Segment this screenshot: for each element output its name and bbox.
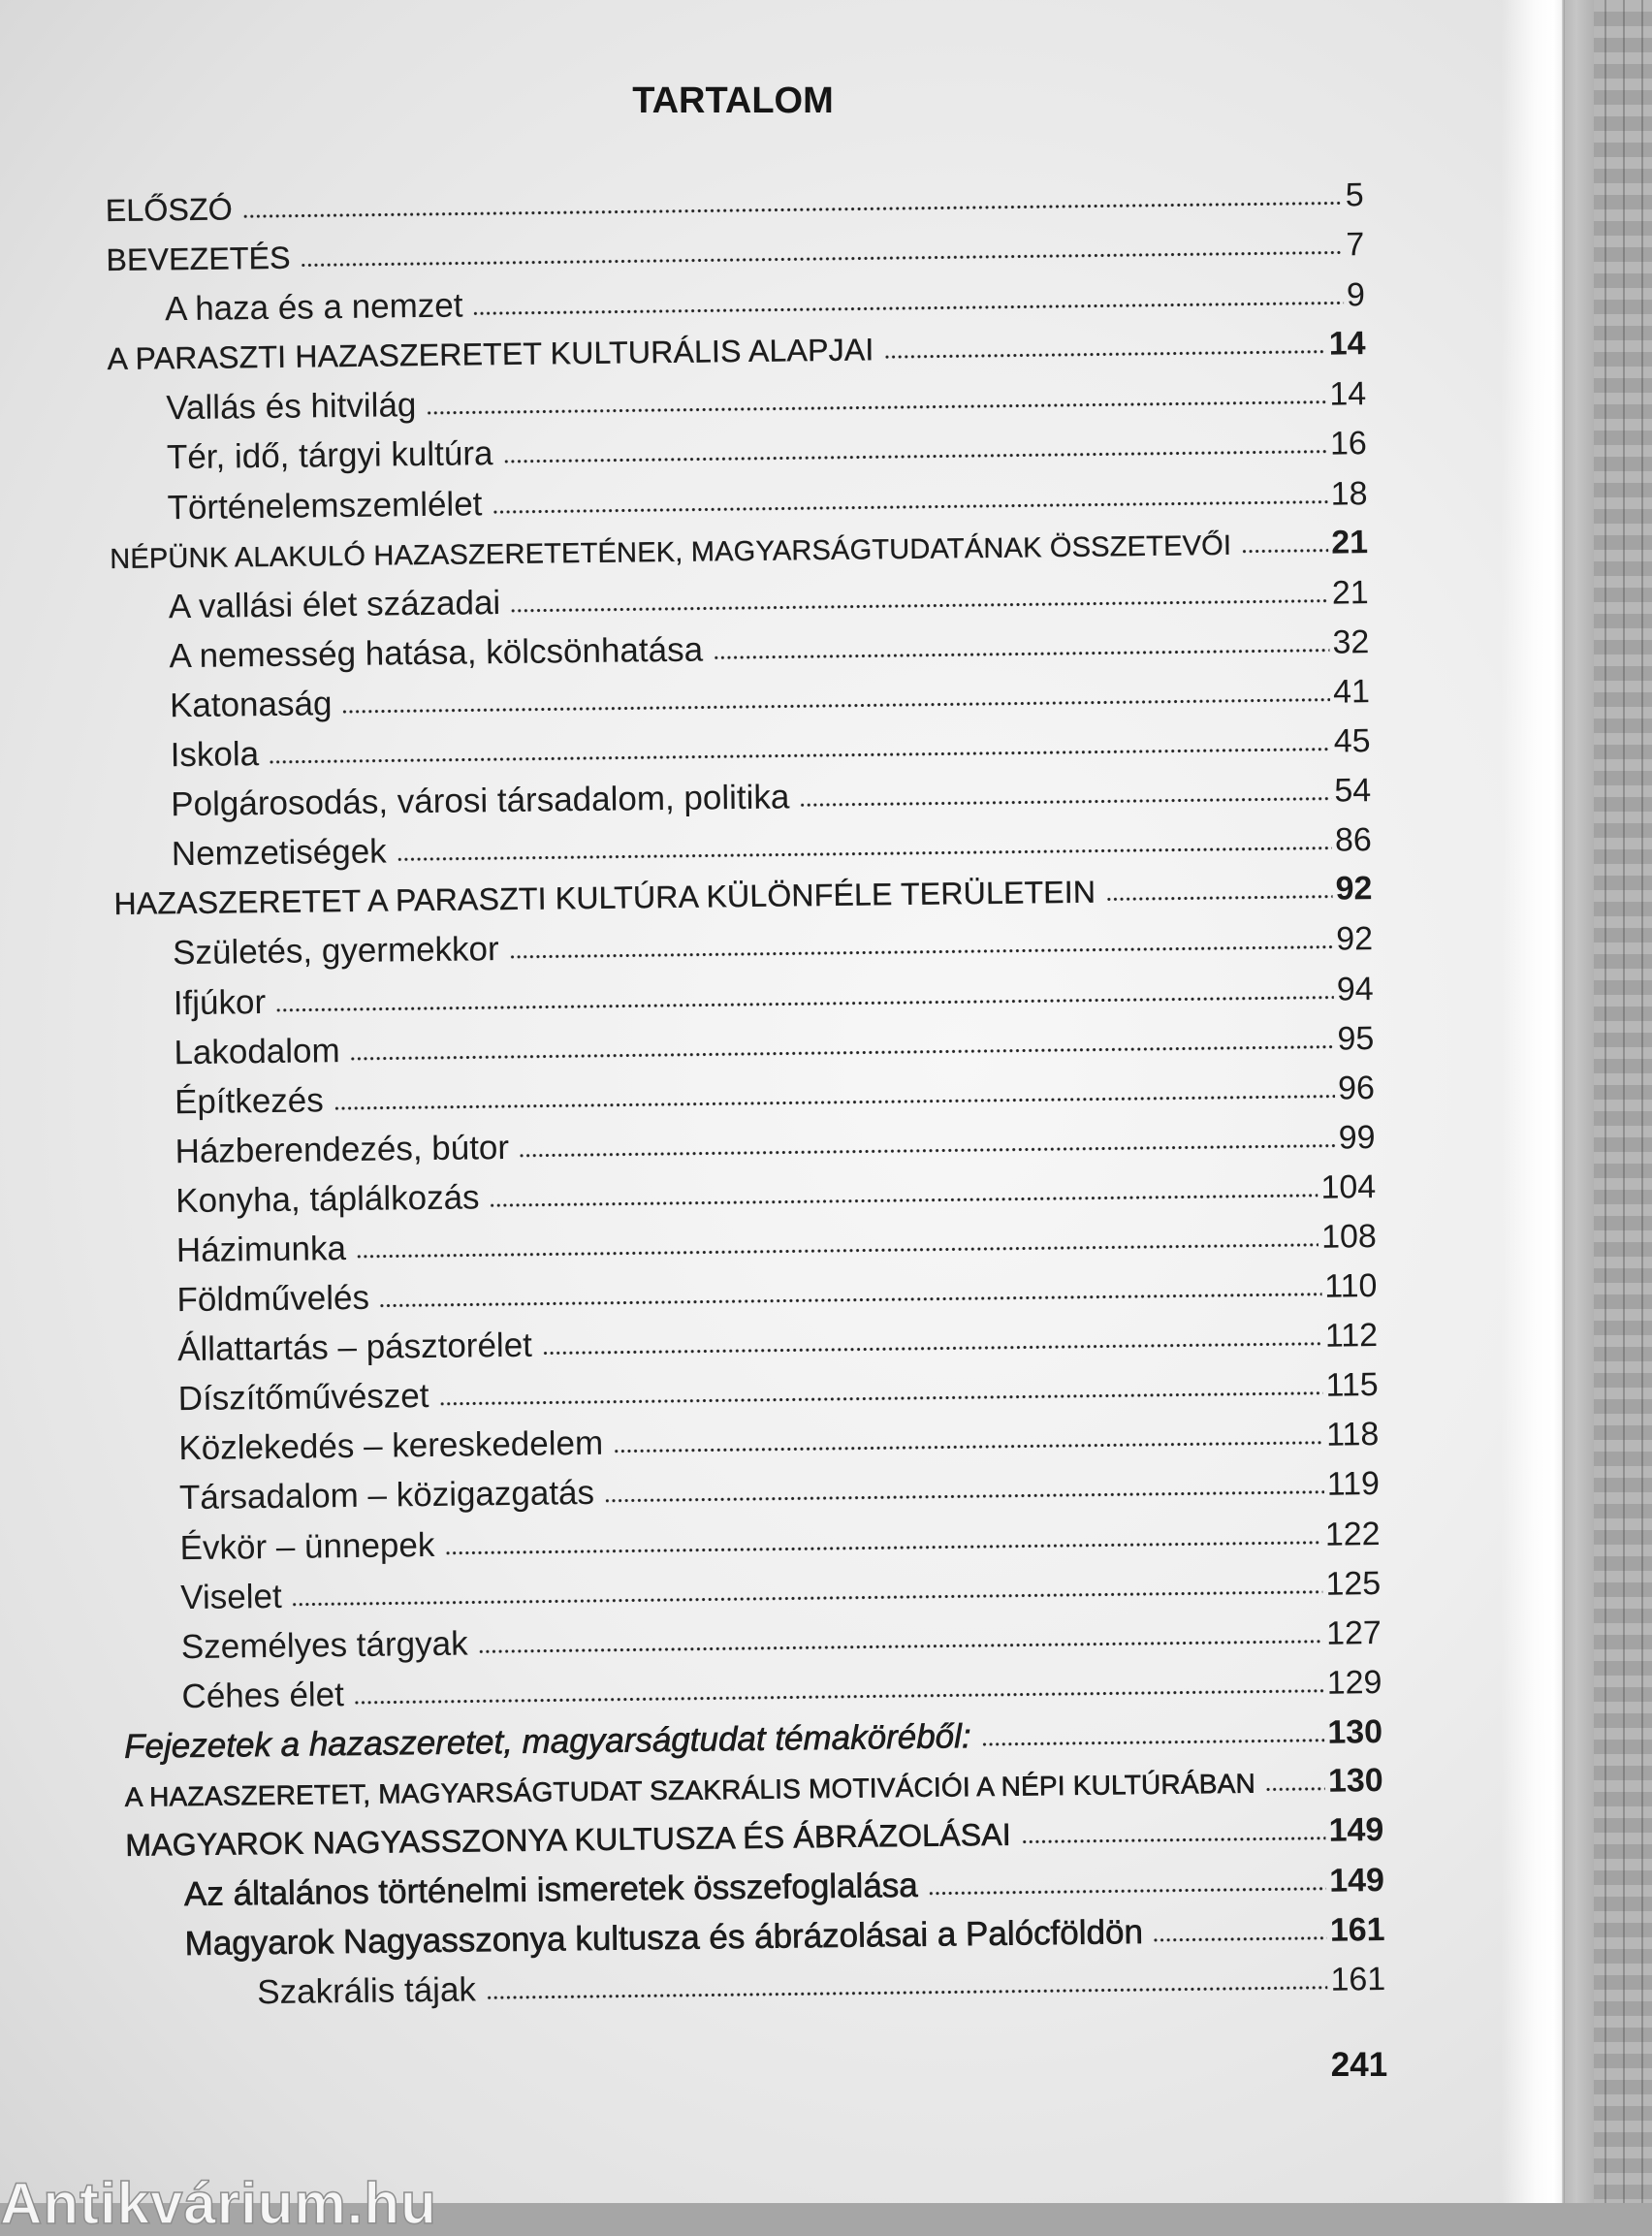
toc-entry-title: Közlekedés – kereskedelem [178,1424,604,1468]
toc-entry-page: 21 [1331,523,1369,561]
toc-entry-title: Születés, gyermekkor [172,930,499,973]
dot-leader [1021,1836,1326,1845]
toc-entry-title: A PARASZTI HAZASZERETET KULTURÁLIS ALAPJAI [107,332,874,377]
dot-leader [1105,894,1333,903]
toc-entry-page: 16 [1329,425,1368,463]
dot-leader [1153,1935,1327,1943]
toc-entry-title: Házimunka [175,1230,347,1270]
toc-entry-page: 32 [1332,623,1370,661]
toc-entry-title: Évkör – ünnepek [179,1525,435,1567]
toc-entry-page: 112 [1324,1317,1379,1355]
toc-entry-page: 149 [1328,1862,1385,1900]
dot-leader [1265,1786,1325,1793]
toc-entry-title: Fejezetek a hazaszeretet, magyarságtudat témaköréből: [123,1717,971,1766]
toc-entry-title: A HAZASZERETET, MAGYARSÁGTUDAT SZAKRÁLIS MOTIVÁCIÓI A NÉPI KULTÚRÁBAN [124,1768,1256,1812]
toc-entry-title: Az általános történelmi ismeretek összefoglalása [183,1867,918,1914]
toc-entry-page: 119 [1326,1465,1381,1504]
dot-leader [542,1341,1322,1357]
toc-entry-page: 161 [1329,1911,1385,1949]
toc-entry-title: ELŐSZÓ [105,191,234,228]
dot-leader [444,1539,1322,1555]
page-title: TARTALOM [632,80,834,121]
toc-entry-page: 130 [1327,1712,1383,1751]
toc-entry-title: Lakodalom [174,1031,340,1071]
toc-entry-title: Konyha, táplálkozás [175,1178,480,1221]
dot-leader [379,1292,1321,1309]
dot-leader [509,944,1334,960]
toc-entry-title: Céhes élet [181,1675,345,1715]
dot-leader [1241,547,1328,554]
toc-entry-page: 92 [1336,920,1374,958]
toc-entry-page: 14 [1328,325,1366,363]
toc-entry-page: 127 [1325,1613,1382,1652]
toc-entry-title: Építkezés [174,1081,324,1121]
dot-leader [275,994,1334,1012]
toc-entry-title: A haza és a nemzet [164,286,463,329]
toc-entry-title: Személyes tárgyak [180,1624,468,1666]
toc-entry-page: 115 [1325,1366,1379,1404]
toc-entry-page: 110 [1324,1267,1378,1305]
dot-leader [928,1886,1327,1897]
dot-leader [292,1588,1323,1607]
dot-leader [510,597,1329,613]
toc-entry-title: Viselet [180,1577,282,1616]
toc-entry-title: BEVEZETÉS [106,240,291,278]
toc-entry-title: Nemzetiségek [171,832,387,874]
toc-entry-page: 7 [1346,226,1365,264]
toc-entry-title: MAGYAROK NAGYASSZONYA KULTUSZA ÉS ÁBRÁZOLÁSAI [125,1816,1012,1863]
toc-entry-page: 122 [1324,1515,1381,1553]
toc-entry-page: 129 [1326,1663,1382,1702]
table-of-contents [106,171,1386,2019]
toc-entry-title: A nemesség hatása, kölcsönhatása [169,630,704,676]
dot-leader [486,1985,1328,2001]
toc-entry-page: 161 [1330,1961,1386,1999]
dot-leader [884,349,1326,361]
toc-entry-title: Földművelés [176,1278,370,1320]
dot-leader [334,1093,1335,1111]
toc-entry-page: 9 [1346,276,1366,314]
dot-leader [439,1390,1323,1407]
dot-leader [354,1688,1324,1706]
background-fabric [1594,0,1652,2203]
toc-entry-title: Katonaság [169,685,333,725]
toc-entry-title: Vallás és hitvilág [166,386,417,428]
toc-entry-title: Polgárosodás, városi társadalom, politika [171,778,790,824]
dot-leader [397,846,1332,863]
dot-leader [799,796,1331,809]
toc-entry-title: NÉPÜNK ALAKULÓ HAZASZERETETÉNEK, MAGYARSÁGTUDATÁNAK ÖSSZETEVŐI [110,529,1232,575]
dot-leader [478,1638,1324,1654]
dot-leader [981,1738,1325,1747]
dot-leader [503,449,1328,464]
toc-entry-page: 5 [1345,176,1364,214]
toc-entry-page: 118 [1325,1416,1380,1454]
dot-leader [356,1242,1318,1260]
toc-entry-page: 99 [1338,1118,1376,1157]
toc-entry-page: 95 [1337,1019,1375,1058]
dot-leader [341,697,1330,715]
background-surface [1565,0,1594,2203]
dot-leader [604,1489,1324,1504]
toc-entry-title: Tér, idő, tárgyi kultúra [166,434,493,477]
dot-leader [350,1043,1335,1061]
toc-entry-page: 21 [1331,573,1369,612]
toc-entry-title: Díszítőművészet [177,1377,429,1419]
toc-entry-page: 92 [1335,870,1373,908]
dot-leader [519,1142,1336,1158]
toc-entry-title: HAZASZERETET A PARASZTI KULTÚRA KÜLÖNFÉLE TERÜLETEIN [113,874,1096,922]
toc-entry-page: 41 [1332,673,1371,711]
toc-entry-title: Történelemszemlélet [167,484,483,527]
dot-leader [473,301,1345,317]
toc-entry-page: 86 [1334,821,1373,859]
page-number: 241 [1330,2046,1388,2084]
toc-entry-title: Iskola [170,735,260,775]
toc-entry-page: 125 [1325,1564,1382,1603]
toc-entry-title: Szakrális tájak [257,1970,477,2012]
dot-leader [713,647,1330,660]
toc-entry-page: 54 [1334,772,1372,810]
toc-entry-page: 18 [1330,474,1368,513]
dot-leader [492,498,1327,515]
toc-entry-page: 45 [1333,722,1371,760]
toc-entry-title: Magyarok Nagyasszonya kultusza és ábrázolásai a Palócföldön [184,1913,1144,1964]
toc-entry-title: A vallási élet századai [168,583,501,625]
dot-leader [242,200,1343,219]
toc-entry-page: 104 [1320,1167,1377,1206]
toc-entry-title: Ifjúkor [173,982,267,1022]
dot-leader [490,1193,1318,1208]
toc-entry-page: 94 [1336,970,1374,1008]
toc-entry-page: 96 [1337,1069,1376,1107]
toc-entry-page: 149 [1328,1811,1384,1849]
dot-leader [269,747,1331,765]
dot-leader [301,249,1344,268]
toc-entry-title: Társadalom – közigazgatás [178,1474,595,1517]
toc-entry-page: 108 [1320,1218,1378,1256]
dot-leader [426,399,1326,416]
toc-entry-title: Házberendezés, bútor [175,1128,510,1170]
toc-entry-title: Állattartás – pásztorélet [176,1326,533,1369]
toc-entry-page: 130 [1327,1762,1383,1800]
watermark: Antikvárium.hu [0,2171,437,2236]
page-edge-highlight [1501,0,1563,2203]
dot-leader [613,1440,1323,1454]
toc-entry-page: 14 [1329,375,1367,413]
